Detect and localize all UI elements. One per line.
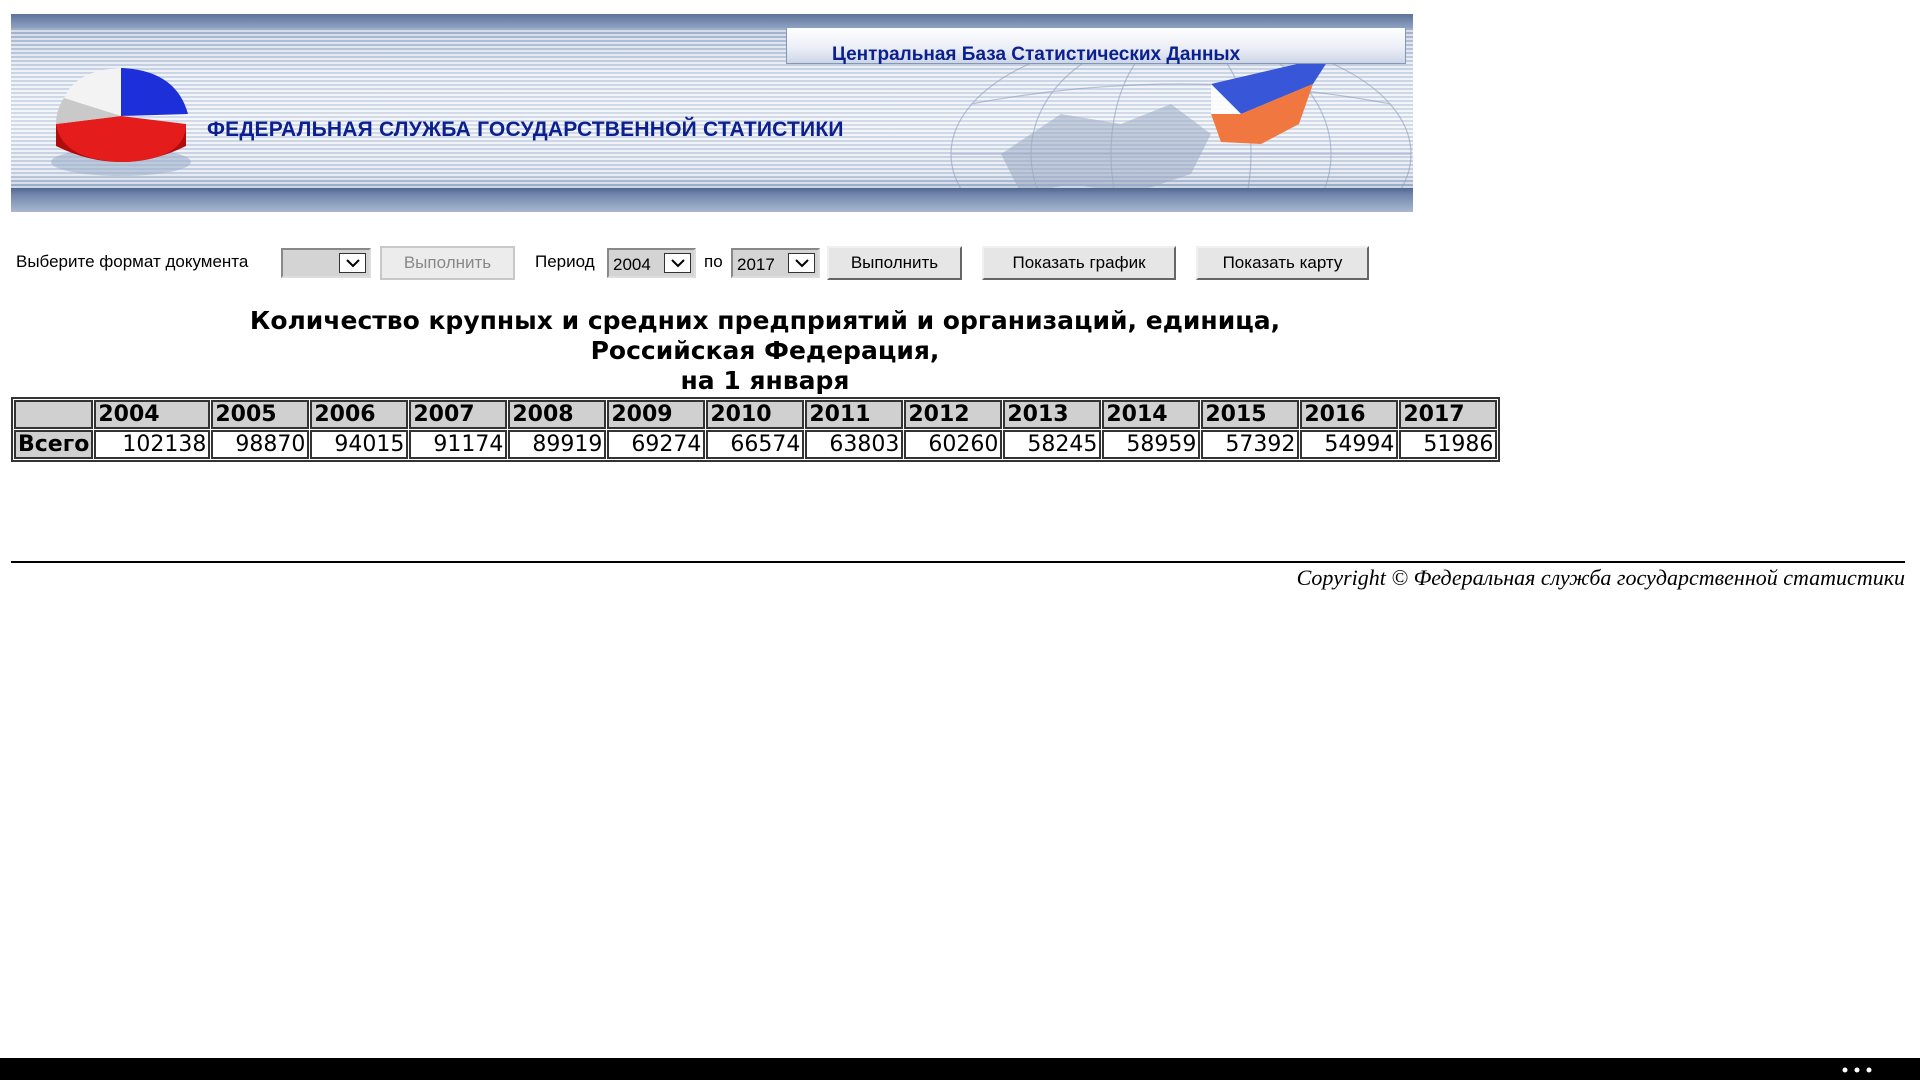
value-cell: 98870: [211, 430, 309, 459]
value-cell: 69274: [607, 430, 705, 459]
year-header: 2005: [211, 400, 309, 429]
copyright-text: Copyright © Федеральная служба государственной статистики: [1296, 565, 1905, 590]
year-header: 2014: [1102, 400, 1200, 429]
value-cell: 60260: [904, 430, 1002, 459]
format-label: Выберите формат документа: [16, 252, 249, 271]
table-row: [14, 430, 1497, 459]
year-header: 2010: [706, 400, 804, 429]
value-cell: 89919: [508, 430, 606, 459]
value-cell: 57392: [1201, 430, 1299, 459]
value-cell: 58245: [1003, 430, 1101, 459]
value-cell: 54994: [1300, 430, 1398, 459]
year-header: 2008: [508, 400, 606, 429]
year-header: 2004: [94, 400, 210, 429]
pie-chart-logo-icon: [36, 54, 196, 184]
row-label-total: Всего: [14, 430, 93, 459]
year-header: 2006: [310, 400, 408, 429]
show-map-button[interactable]: Показать карту: [1196, 246, 1369, 280]
year-header: 2012: [904, 400, 1002, 429]
report-title-line-1: Количество крупных и средних предприятий и организаций, единица,: [249, 306, 1281, 335]
format-select[interactable]: [281, 248, 371, 278]
database-tab: [786, 28, 1406, 64]
period-from-select[interactable]: [607, 248, 696, 278]
header-banner: [11, 14, 1413, 212]
value-cell: 94015: [310, 430, 408, 459]
table-header-row: [14, 400, 1497, 429]
footer-divider: [11, 561, 1905, 563]
value-cell: 102138: [94, 430, 210, 459]
banner-top-strip: [11, 14, 1413, 28]
chevron-down-icon[interactable]: [664, 253, 691, 273]
period-from-value: 2004: [613, 255, 651, 274]
value-cell: 91174: [409, 430, 507, 459]
period-to-value: 2017: [737, 255, 775, 274]
table-corner-cell: [14, 400, 93, 429]
banner-bottom-strip: [11, 188, 1413, 212]
execute-period-button[interactable]: Выполнить: [827, 246, 962, 280]
value-cell: 58959: [1102, 430, 1200, 459]
period-to-label: по: [704, 252, 723, 271]
year-header: 2009: [607, 400, 705, 429]
year-header: 2015: [1201, 400, 1299, 429]
globe-russia-icon: [911, 44, 1413, 212]
report-title-line-2: Российская Федерация,: [590, 336, 940, 365]
period-to-select[interactable]: [731, 248, 820, 278]
report-title: [11, 306, 1519, 396]
agency-title: ФЕДЕРАЛЬНАЯ СЛУЖБА ГОСУДАРСТВЕННОЙ СТАТИСТИКИ: [207, 118, 844, 141]
chevron-down-icon[interactable]: [339, 253, 366, 273]
chevron-down-icon[interactable]: [788, 253, 815, 273]
year-header: 2013: [1003, 400, 1101, 429]
year-header: 2011: [805, 400, 903, 429]
year-header: 2017: [1399, 400, 1497, 429]
execute-format-button[interactable]: Выполнить: [380, 246, 515, 280]
show-chart-button[interactable]: Показать график: [982, 246, 1176, 280]
value-cell: 63803: [805, 430, 903, 459]
data-table: [11, 397, 1500, 462]
period-label: Период: [535, 252, 595, 271]
report-title-line-3: на 1 января: [680, 366, 850, 395]
bottom-app-bar: [0, 1058, 1920, 1080]
value-cell: 66574: [706, 430, 804, 459]
database-title[interactable]: Центральная База Статистических Данных: [832, 44, 1241, 65]
value-cell: 51986: [1399, 430, 1497, 459]
year-header: 2016: [1300, 400, 1398, 429]
year-header: 2007: [409, 400, 507, 429]
more-options-icon[interactable]: [1842, 1067, 1872, 1073]
